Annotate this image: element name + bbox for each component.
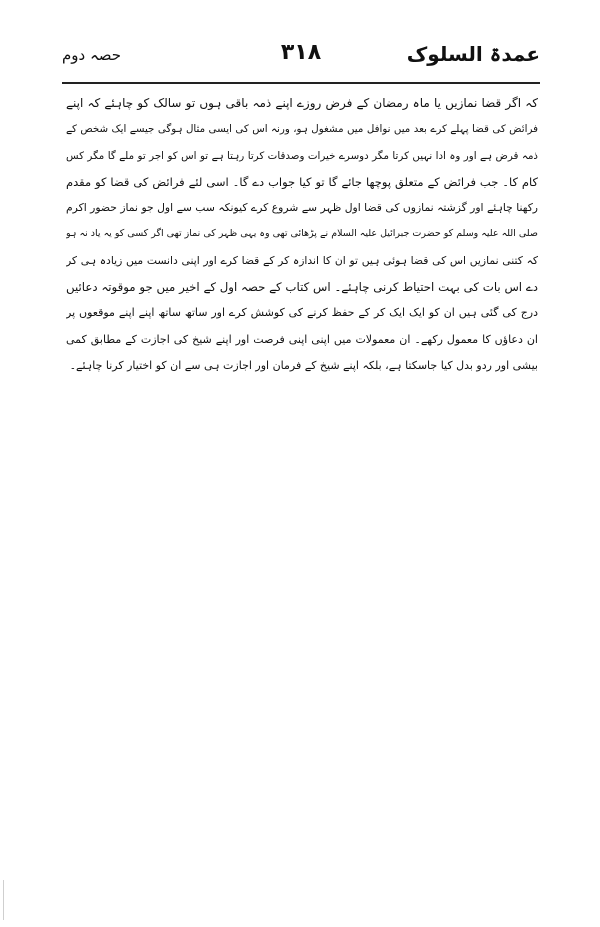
body-text bbox=[66, 90, 538, 379]
text-line: فرائض کی قضا پہلے کرے بعد میں نوافل میں مشغول ہو، ورنہ اس کی ایسی مثال ہوگی جیسے ایک شخص کے bbox=[66, 123, 538, 136]
text-line: رکھنا چاہئے اور گزشتہ نمازوں کی قضا اول ظہر سے شروع کرے کیونکہ سب سے اول جو نماز حضور اکرم bbox=[66, 201, 538, 215]
text-line: ان دعاؤں کا معمول رکھے۔ ان معمولات میں اپنی اپنی فرصت اور اپنے شیخ کی اجازت کے مطابق کمی bbox=[66, 332, 538, 346]
text-line: دے اس بات کی بہت احتیاط کرنی چاہئے۔ اس کتاب کے حصہ اول کے اخیر میں جو موقوتہ دعائیں bbox=[66, 280, 538, 295]
page-number: ۳۱۸ bbox=[280, 40, 322, 65]
text-line: بیشی اور ردو بدل کیا جاسکتا ہے، بلکہ اپنے شیخ کے فرمان اور اجازت ہی سے ان کو اختیار کرنا چاہئے۔ bbox=[69, 358, 538, 372]
text-line: کہ کتنی نمازیں اس کی قضا ہوئی ہیں تو ان کا اندازہ کر کے قضا کرے اور اپنی دانست میں زیادہ ہی کر bbox=[66, 253, 538, 267]
text-line: ذمہ قرض ہے اور وہ ادا نہیں کرتا مگر دوسرے خیرات وصدقات کرتا رہتا ہے تو اس کو اجر تو ملے گا مگر کس bbox=[66, 149, 538, 162]
text-line: صلی اللہ علیہ وسلم کو حضرت جبرائیل علیہ السلام نے پڑھائی تھی وہ یہی ظہر کی نماز تھی اگر کسی کو یہ یاد نہ ہو bbox=[66, 228, 538, 240]
book-title: عمدۃ السلوک bbox=[406, 42, 540, 66]
text-line: کام کا۔ جب فرائض کے متعلق پوچھا جائے گا تو کیا جواب دے گا۔ اسی لئے فرائض کی قضا کو مقدم bbox=[66, 174, 538, 189]
text-line: درج کی گئی ہیں ان کو ایک ایک کر کے حفظ کرنے کی کوشش کرے اور ساتھ ساتھ اپنے اپنے موقعوں پر bbox=[66, 306, 538, 320]
section-label: حصہ دوم bbox=[62, 46, 122, 64]
page-header bbox=[62, 40, 540, 80]
text-line: کہ اگر قضا نمازیں یا ماہ رمضان کے فرض روزے اپنے ذمہ باقی ہوں تو سالک کو چاہئے کہ اپنے bbox=[66, 96, 538, 110]
scan-edge-mark bbox=[3, 880, 4, 920]
header-divider bbox=[62, 82, 540, 84]
